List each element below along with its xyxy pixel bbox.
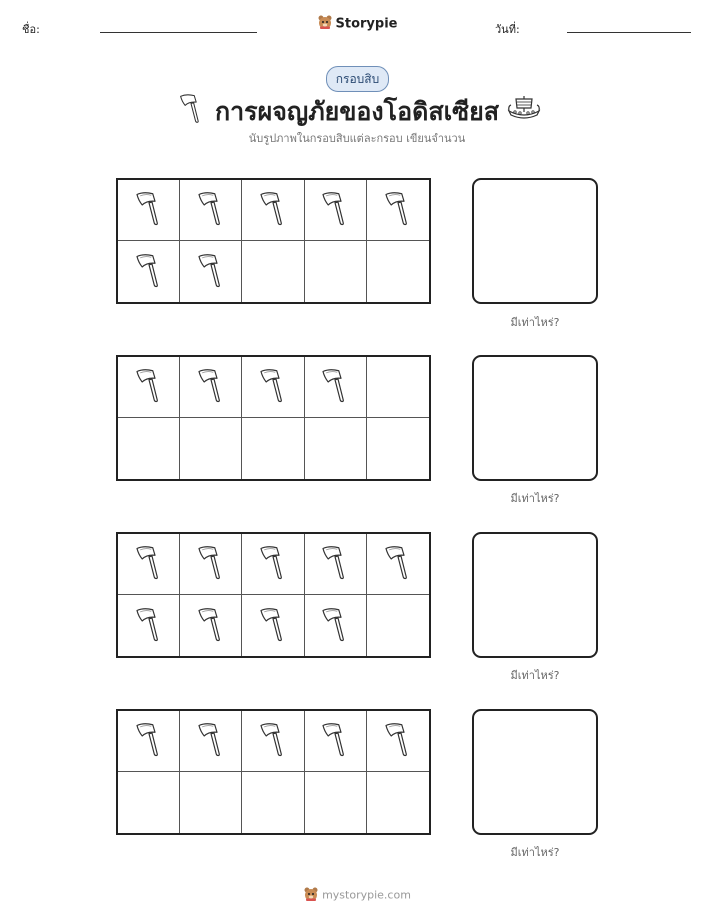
frame-cell — [367, 711, 429, 772]
topic-badge: กรอบสิบ — [326, 66, 389, 92]
frame-cell — [305, 711, 367, 772]
axe-icon — [196, 252, 226, 292]
frame-cell — [118, 711, 180, 772]
date-label: วันที่: — [495, 23, 520, 36]
brand-logo — [0, 14, 714, 34]
frame-cell — [242, 418, 304, 479]
frame-cell — [305, 772, 367, 833]
axe-icon — [258, 544, 288, 584]
frame-cell — [118, 534, 180, 595]
ten-frame-2 — [116, 355, 431, 481]
question-label-3: มีเท่าไหร่? — [510, 669, 560, 682]
ten-frame-3 — [116, 532, 431, 658]
frame-cell — [118, 180, 180, 241]
frame-cell — [367, 241, 429, 302]
frame-cell — [118, 418, 180, 479]
answer-box-2[interactable] — [472, 355, 598, 481]
answer-box-4[interactable] — [472, 709, 598, 835]
frame-cell — [242, 357, 304, 418]
axe-icon — [258, 606, 288, 646]
axe-icon — [320, 367, 350, 407]
frame-cell — [305, 595, 367, 656]
axe-icon — [320, 606, 350, 646]
axe-icon — [320, 544, 350, 584]
axe-icon — [134, 606, 164, 646]
frame-cell — [180, 534, 242, 595]
frame-cell — [180, 772, 242, 833]
axe-icon — [196, 367, 226, 407]
bear-logo-icon — [303, 886, 319, 905]
axe-icon — [258, 190, 288, 230]
brand-name: Storypie — [335, 16, 398, 32]
axe-icon — [258, 721, 288, 761]
frame-cell — [305, 534, 367, 595]
name-label: ชื่อ: — [22, 23, 40, 36]
frame-cell — [242, 711, 304, 772]
axe-icon — [134, 190, 164, 230]
answer-box-3[interactable] — [472, 532, 598, 658]
frame-cell — [180, 180, 242, 241]
viking-ship-icon — [507, 93, 541, 125]
axe-icon — [196, 190, 226, 230]
frame-cell — [367, 180, 429, 241]
frame-cell — [180, 357, 242, 418]
axe-icon — [320, 190, 350, 230]
frame-cell — [305, 180, 367, 241]
axe-icon — [258, 367, 288, 407]
question-label-4: มีเท่าไหร่? — [510, 846, 560, 859]
frame-cell — [242, 241, 304, 302]
frame-cell — [180, 241, 242, 302]
axe-icon — [383, 190, 413, 230]
axe-icon — [196, 721, 226, 761]
frame-cell — [367, 534, 429, 595]
axe-icon — [134, 367, 164, 407]
frame-cell — [118, 772, 180, 833]
footer — [0, 886, 714, 905]
axe-icon — [134, 252, 164, 292]
answer-box-1[interactable] — [472, 178, 598, 304]
frame-cell — [242, 772, 304, 833]
frame-cell — [367, 595, 429, 656]
frame-cell — [180, 418, 242, 479]
frame-cell — [367, 418, 429, 479]
axe-icon — [196, 606, 226, 646]
axe-icon — [383, 721, 413, 761]
date-line[interactable] — [567, 32, 691, 33]
question-label-1: มีเท่าไหร่? — [510, 316, 560, 329]
frame-cell — [305, 241, 367, 302]
axe-icon — [320, 721, 350, 761]
frame-cell — [180, 595, 242, 656]
question-label-2: มีเท่าไหร่? — [510, 492, 560, 505]
footer-url: mystorypie.com — [322, 888, 411, 902]
frame-cell — [242, 534, 304, 595]
axe-icon — [196, 544, 226, 584]
frame-cell — [367, 772, 429, 833]
bear-logo-icon — [317, 14, 333, 34]
frame-cell — [305, 357, 367, 418]
page-title: การผจญภัยของโอดิสเซียส — [215, 97, 499, 126]
axe-icon — [383, 544, 413, 584]
instructions: นับรูปภาพในกรอบสิบแต่ละกรอบ เขียนจำนวน — [248, 132, 466, 145]
frame-cell — [118, 241, 180, 302]
ten-frame-4 — [116, 709, 431, 835]
frame-cell — [118, 595, 180, 656]
axe-icon — [134, 544, 164, 584]
ten-frame-1 — [116, 178, 431, 304]
frame-cell — [118, 357, 180, 418]
frame-cell — [367, 357, 429, 418]
frame-cell — [242, 595, 304, 656]
frame-cell — [242, 180, 304, 241]
frame-cell — [305, 418, 367, 479]
axe-icon — [134, 721, 164, 761]
frame-cell — [180, 711, 242, 772]
